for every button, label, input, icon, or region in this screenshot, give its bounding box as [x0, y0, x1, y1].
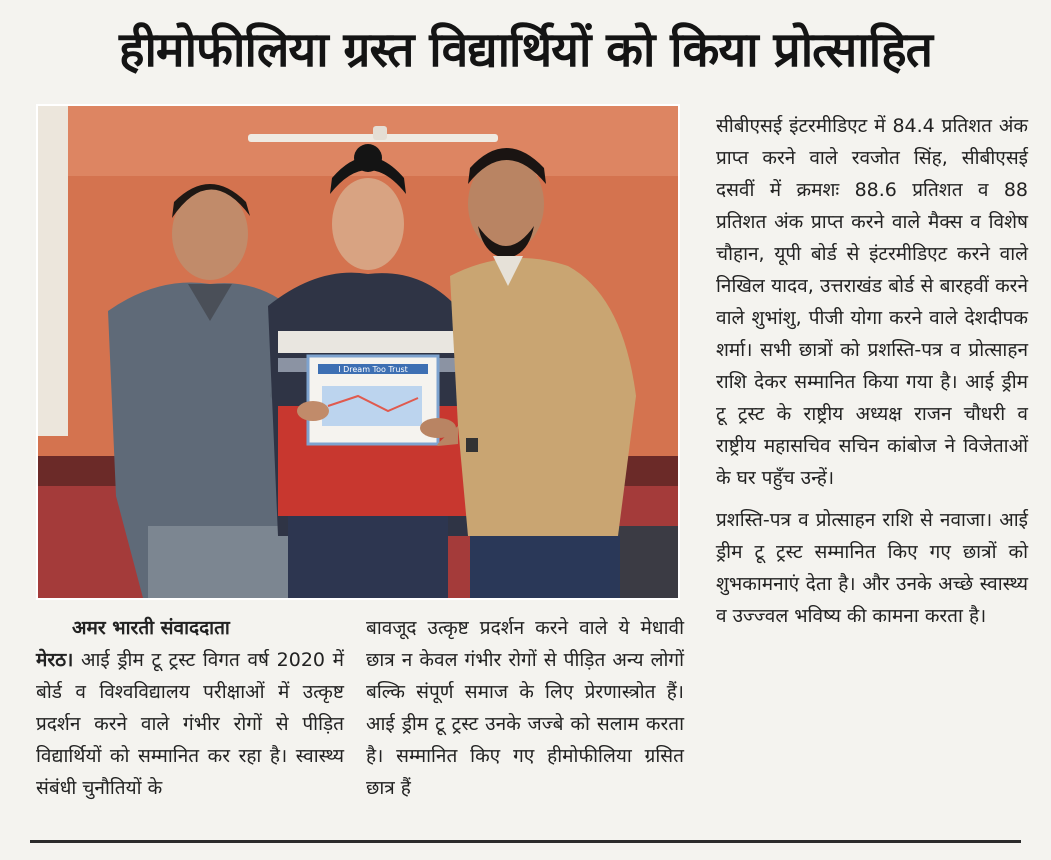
column-2-text: बावजूद उत्कृष्ट प्रदर्शन करने वाले ये मेधावी छात्र न केवल गंभीर रोगों से पीड़ित अन्य लोगों बल्कि संपूर्ण समाज के लिए प्रेरणास्त्रोत हैं। आई ड्रीम टू ट्रस्ट उनके जज्बे को सलाम करता है। सम्मानित किए गए हीमोफीलिया ग्रसित छात्र हैं — [366, 617, 684, 799]
column-1-paragraph — [36, 644, 344, 804]
column-3-paragraph-1: सीबीएसई इंटरमीडिएट में 84.4 प्रतिशत अंक प्राप्त करने वाले रवजोत सिंह, सीबीएसई दसवीं में क्रमशः 88.6 प्रतिशत व 88 प्रतिशत अंक प्राप्त करने वाले मैक्स व विशेष चौहान, यूपी बोर्ड से इंटरमीडिएट करने वाले निखिल यादव, उत्तराखंड बोर्ड से बारहवीं करने वाले शुभांशु, पीजी योगा करने वाले देशदीपक शर्मा। सभी छात्रों को प्रशस्ति-पत्र व प्रोत्साहन राशि देकर सम्मानित किया गया है। आई ड्रीम टू ट्रस्ट के राष्ट्रीय अध्यक्ष राजन चौधरी व राष्ट्रीय महासचिव सचिन कांबोज ने विजेताओं के घर पहुँच उन्हें। — [716, 115, 1028, 489]
dateline: मेरठ। — [36, 649, 74, 671]
column-1-text: आई ड्रीम टू ट्रस्ट विगत वर्ष 2020 में बोर्ड व विश्वविद्यालय परीक्षाओं में उत्कृष्ट प्रदर्शन करने वाले गंभीर रोगों से पीड़ित विद्यार्थियों को सम्मानित कर रहा है। स्वास्थ्य संबंधी चुनौतियों के — [36, 649, 344, 799]
column-1 — [36, 612, 344, 804]
bottom-divider — [30, 840, 1021, 843]
column-3-paragraph-2: प्रशस्ति-पत्र व प्रोत्साहन राशि से नवाजा। आई ड्रीम टू ट्रस्ट सम्मानित किए गए छात्रों को शुभकामनाएं देता है। और उनके अच्छे स्वास्थ्य व उज्ज्वल भविष्य की कामना करता है। — [716, 509, 1028, 627]
certificate-title: I Dream Too Trust — [338, 365, 408, 374]
headline: हीमोफीलिया ग्रस्त विद्यार्थियों को किया प्रोत्साहित — [118, 22, 933, 78]
byline: अमर भारती संवाददाता — [72, 617, 230, 639]
news-photo — [36, 104, 680, 600]
column-3 — [716, 110, 1028, 632]
column-2 — [366, 612, 684, 804]
